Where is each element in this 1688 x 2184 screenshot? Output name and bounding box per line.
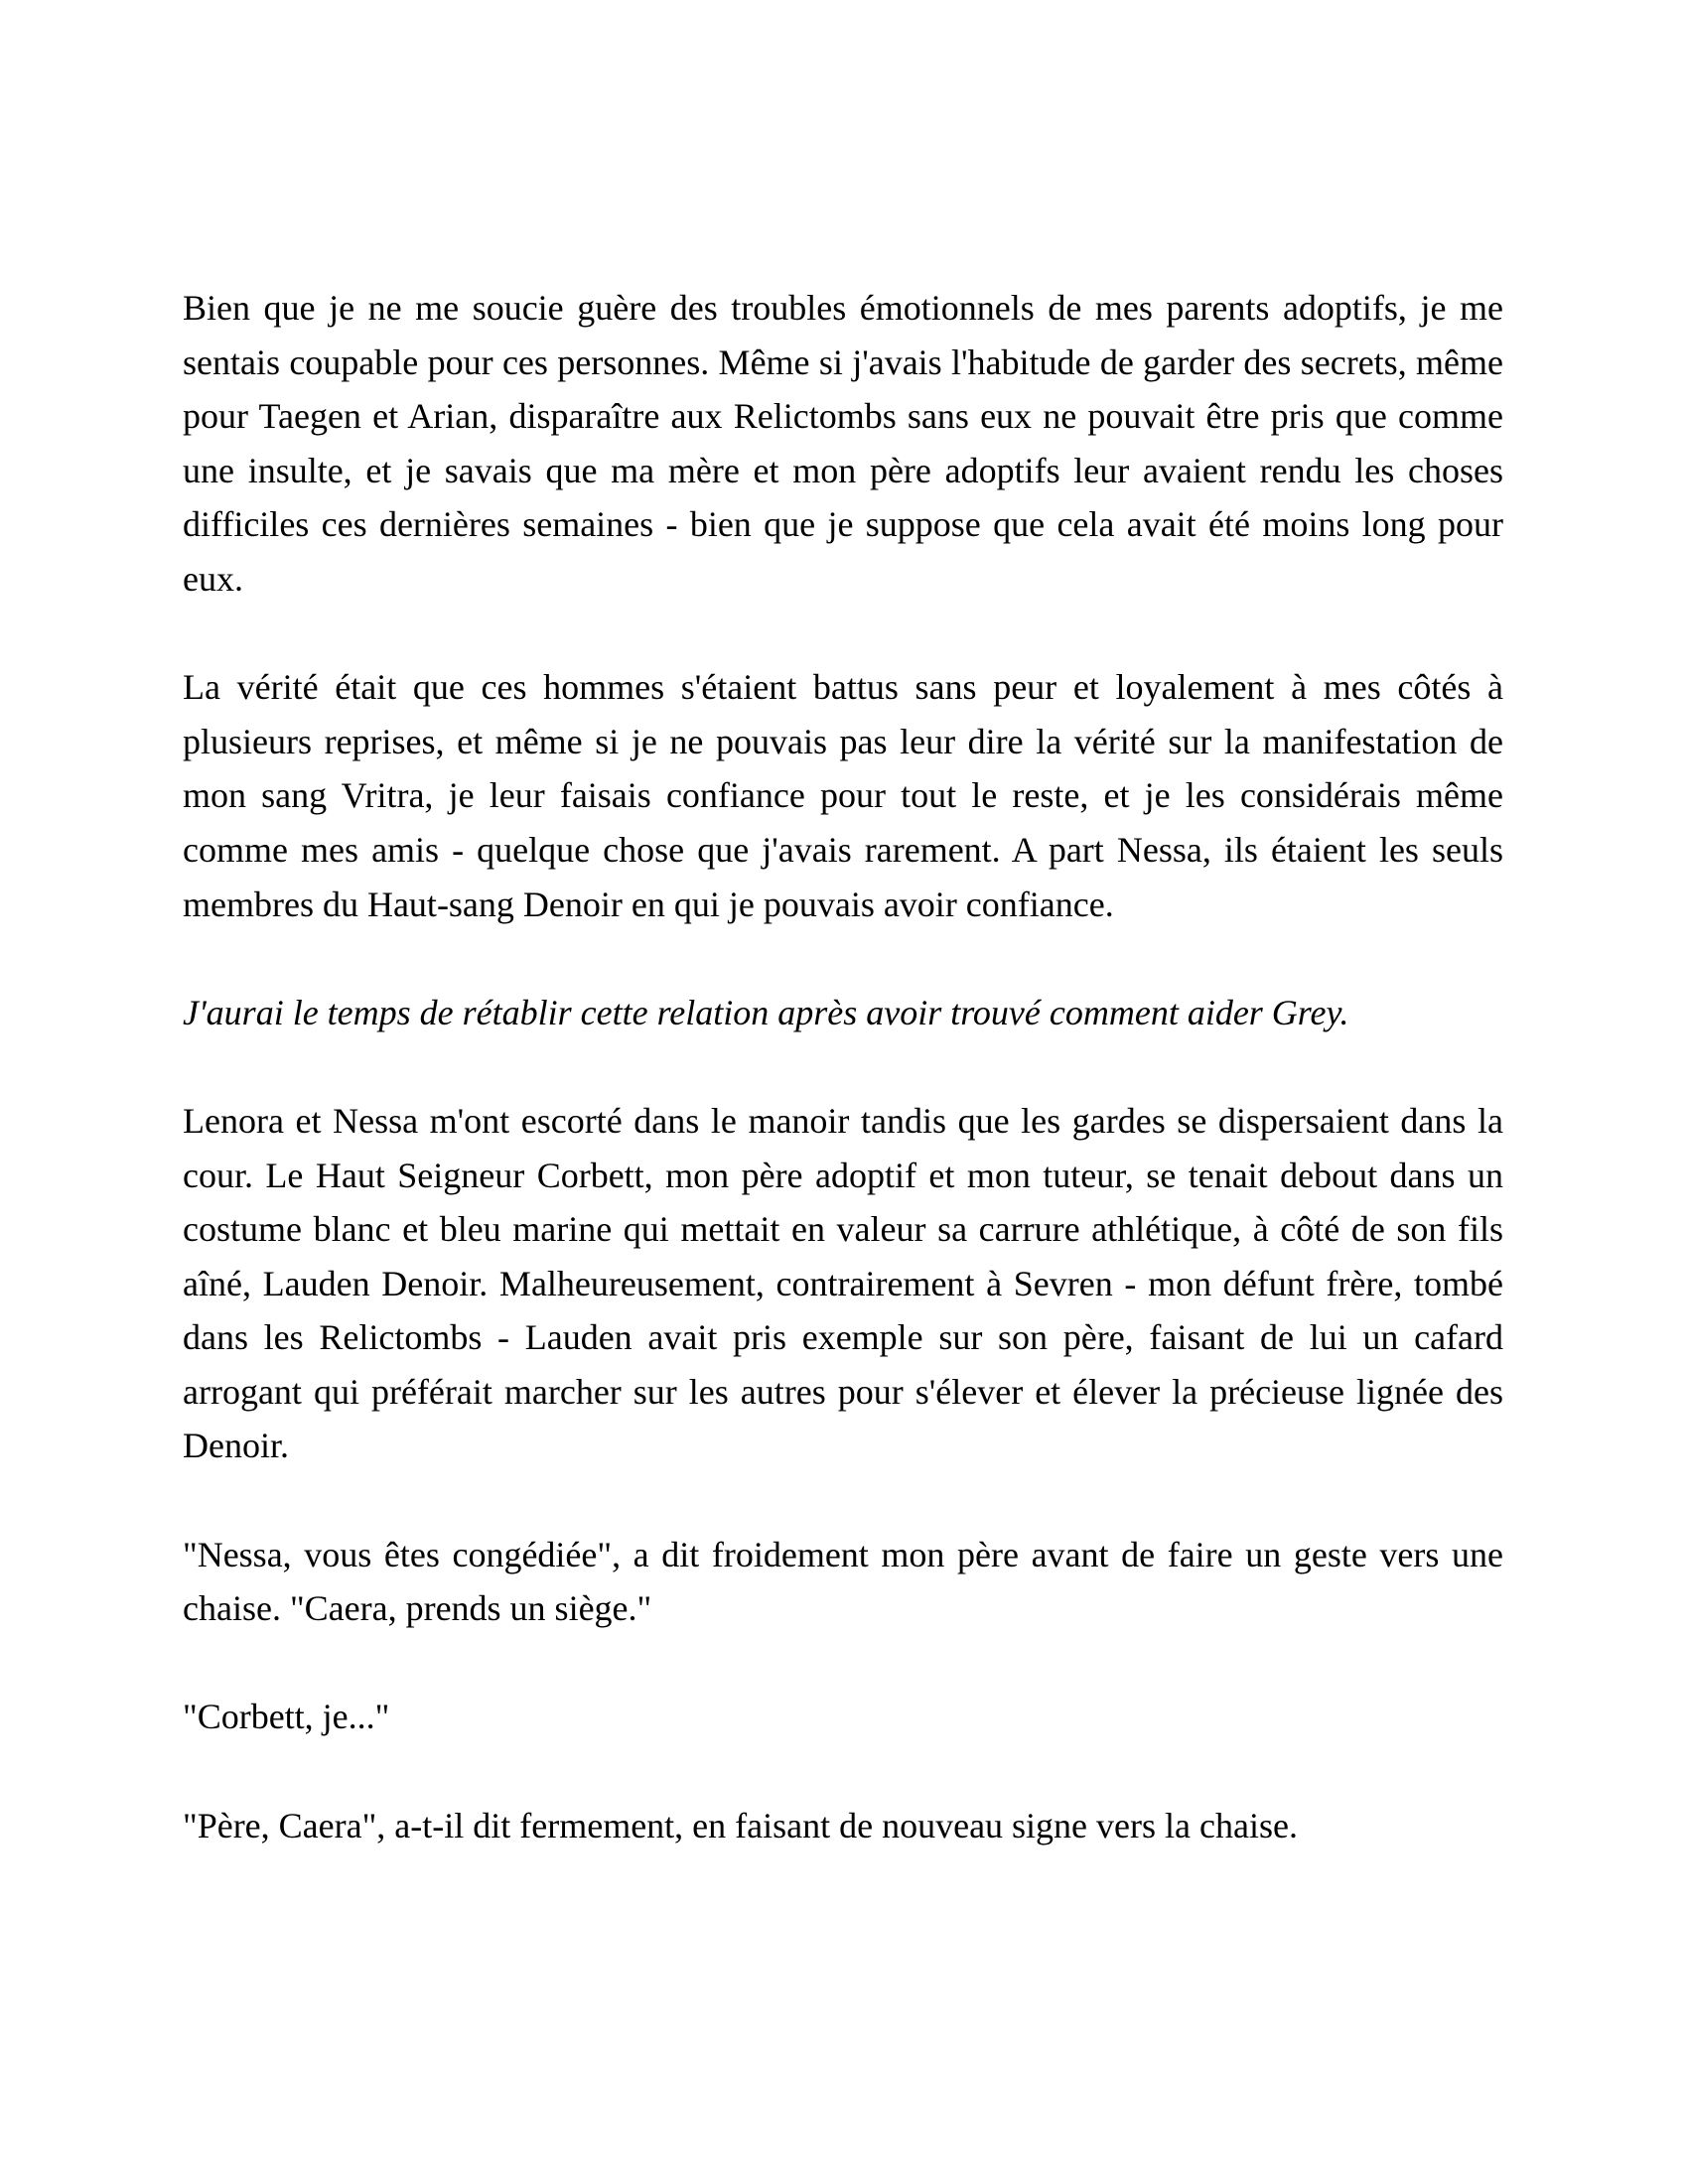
paragraph-3-italic-thought: J'aurai le temps de rétablir cette relation après avoir trouvé comment aider Grey.	[183, 992, 1349, 1032]
paragraph-6-dialogue: "Corbett, je..."	[183, 1697, 390, 1737]
paragraph-4: Lenora et Nessa m'ont escorté dans le manoir tandis que les gardes se dispersaient dans la cour. Le Haut Seigneur Corbett, mon père adoptif et mon tuteur, se tenait debout dans un costume blanc et bleu marine qui mettait en valeur sa carrure athlétique, à côté de son fils aîné, Lauden Denoir. Malheureusement, contrairement à Sevren - mon défunt frère, tombé dans les Relictombs - Lauden avait pris exemple sur son père, faisant de lui un cafard arrogant qui préférait marcher sur les autres pour s'élever et élever la précieuse lignée des Denoir.	[183, 1100, 1503, 1466]
paragraph-7-dialogue: "Père, Caera", a-t-il dit fermement, en faisant de nouveau signe vers la chaise.	[183, 1805, 1298, 1845]
paragraph-5-dialogue: "Nessa, vous êtes congédiée", a dit froidement mon père avant de faire un geste vers une chaise. "Caera, prends un siège."	[183, 1534, 1503, 1629]
document-page	[183, 281, 1503, 1907]
paragraph-1: Bien que je ne me soucie guère des troubles émotionnels de mes parents adoptifs, je me sentais coupable pour ces personnes. Même si j'avais l'habitude de garder des secrets, même pour Taegen et Arian, disparaître aux Relictombs sans eux ne pouvait être pris que comme une insulte, et je savais que ma mère et mon père adoptifs leur avaient rendu les choses difficiles ces dernières semaines - bien que je suppose que cela avait été moins long pour eux.	[183, 288, 1503, 599]
paragraph-2: La vérité était que ces hommes s'étaient battus sans peur et loyalement à mes côtés à plusieurs reprises, et même si je ne pouvais pas leur dire la vérité sur la manifestation de mon sang Vritra, je leur faisais confiance pour tout le reste, et je les considérais même comme mes amis - quelque chose que j'avais rarement. A part Nessa, ils étaient les seuls membres du Haut-sang Denoir en qui je pouvais avoir confiance.	[183, 667, 1503, 924]
